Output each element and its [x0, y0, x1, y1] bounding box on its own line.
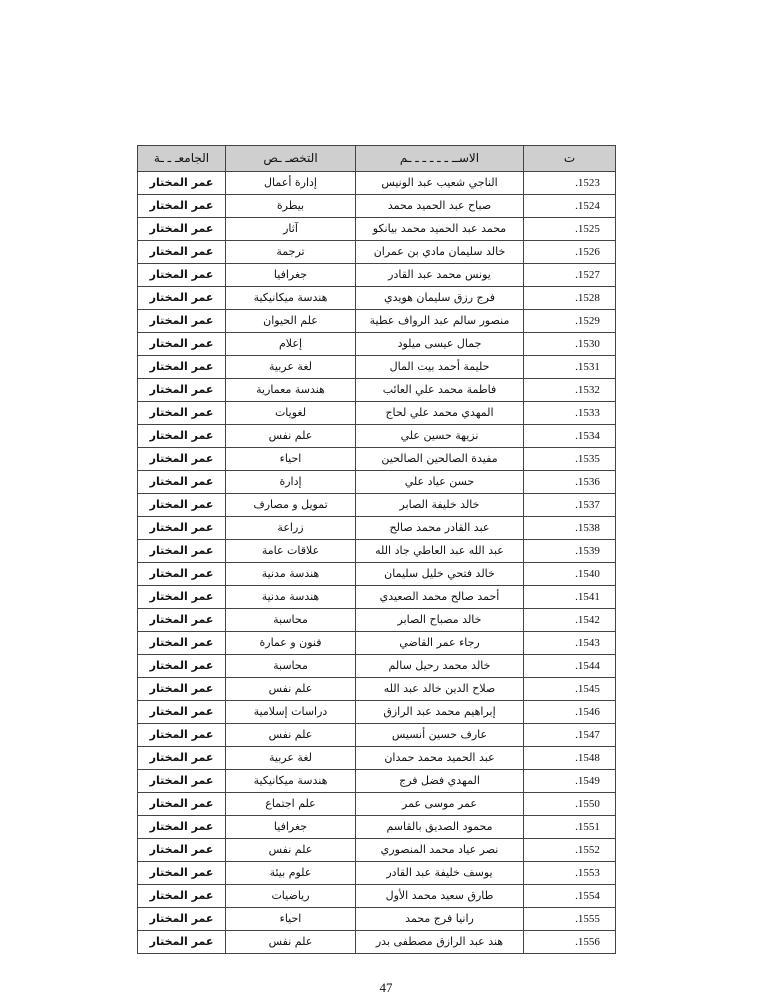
row-number: .1542: [524, 609, 616, 632]
row-university: عمر المختار: [138, 241, 226, 264]
row-number: .1548: [524, 747, 616, 770]
row-number: .1550: [524, 793, 616, 816]
row-university: عمر المختار: [138, 218, 226, 241]
row-university: عمر المختار: [138, 931, 226, 954]
row-name: فرج رزق سليمان هويدي: [356, 287, 524, 310]
table-row: [138, 862, 616, 885]
row-name: رانيا فرج محمد: [356, 908, 524, 931]
row-specialization: هندسة ميكانيكية: [226, 770, 356, 793]
row-specialization: علم نفس: [226, 724, 356, 747]
table-row: [138, 402, 616, 425]
row-number: .1534: [524, 425, 616, 448]
row-name: خالد سليمان مادي بن عمران: [356, 241, 524, 264]
table-row: [138, 494, 616, 517]
row-number: .1526: [524, 241, 616, 264]
row-specialization: جغرافيا: [226, 816, 356, 839]
table-row: [138, 241, 616, 264]
row-university: عمر المختار: [138, 425, 226, 448]
row-university: عمر المختار: [138, 747, 226, 770]
row-specialization: إعلام: [226, 333, 356, 356]
row-university: عمر المختار: [138, 448, 226, 471]
row-specialization: إدارة: [226, 471, 356, 494]
row-name: حسن عياد علي: [356, 471, 524, 494]
row-specialization: زراعة: [226, 517, 356, 540]
table-row: [138, 540, 616, 563]
row-number: .1551: [524, 816, 616, 839]
records-table: [137, 145, 616, 954]
table-row: [138, 816, 616, 839]
row-specialization: لغة عربية: [226, 356, 356, 379]
row-specialization: علوم بيئة: [226, 862, 356, 885]
row-name: مفيدة الصالحين الصالحين: [356, 448, 524, 471]
row-university: عمر المختار: [138, 724, 226, 747]
row-specialization: رياضيات: [226, 885, 356, 908]
table-row: [138, 724, 616, 747]
header-name: الاســ ـ ـ ـ ـ ـ ـم: [356, 146, 524, 172]
row-specialization: علم نفس: [226, 839, 356, 862]
row-specialization: لغويات: [226, 402, 356, 425]
row-university: عمر المختار: [138, 793, 226, 816]
row-university: عمر المختار: [138, 494, 226, 517]
row-specialization: لغة عربية: [226, 747, 356, 770]
row-specialization: علم نفس: [226, 931, 356, 954]
row-specialization: إدارة أعمال: [226, 172, 356, 195]
page-number: 47: [379, 980, 393, 995]
row-name: محمد عبد الحميد محمد بيانكو: [356, 218, 524, 241]
row-name: خالد محمد رحيل سالم: [356, 655, 524, 678]
row-university: عمر المختار: [138, 632, 226, 655]
row-university: عمر المختار: [138, 517, 226, 540]
row-number: .1556: [524, 931, 616, 954]
row-specialization: ترجمة: [226, 241, 356, 264]
row-university: عمر المختار: [138, 172, 226, 195]
row-number: .1553: [524, 862, 616, 885]
row-name: خالد مصباح الصابر: [356, 609, 524, 632]
row-name: عبد القادر محمد صالح: [356, 517, 524, 540]
table-row: [138, 586, 616, 609]
row-specialization: احياء: [226, 448, 356, 471]
table-row: [138, 793, 616, 816]
row-university: عمر المختار: [138, 540, 226, 563]
row-number: .1541: [524, 586, 616, 609]
table-row: [138, 609, 616, 632]
row-number: .1547: [524, 724, 616, 747]
row-university: عمر المختار: [138, 586, 226, 609]
row-number: .1523: [524, 172, 616, 195]
row-number: .1543: [524, 632, 616, 655]
row-number: .1527: [524, 264, 616, 287]
row-specialization: محاسبة: [226, 609, 356, 632]
table-row: [138, 839, 616, 862]
table-row: [138, 701, 616, 724]
row-specialization: علم نفس: [226, 425, 356, 448]
table-row: [138, 747, 616, 770]
row-name: خالد فتحي خليل سليمان: [356, 563, 524, 586]
row-number: .1545: [524, 678, 616, 701]
row-name: محمود الصديق بالقاسم: [356, 816, 524, 839]
table-row: [138, 471, 616, 494]
row-university: عمر المختار: [138, 609, 226, 632]
row-name: حليمة أحمد بيت المال: [356, 356, 524, 379]
row-name: المهدي محمد علي لحاج: [356, 402, 524, 425]
table-row: [138, 885, 616, 908]
row-university: عمر المختار: [138, 908, 226, 931]
row-specialization: بيطرة: [226, 195, 356, 218]
row-university: عمر المختار: [138, 678, 226, 701]
row-university: عمر المختار: [138, 862, 226, 885]
table-row: [138, 563, 616, 586]
table-row: [138, 195, 616, 218]
row-number: .1528: [524, 287, 616, 310]
row-name: إبراهيم محمد عبد الرازق: [356, 701, 524, 724]
table-row: [138, 931, 616, 954]
row-university: عمر المختار: [138, 402, 226, 425]
table-row: [138, 908, 616, 931]
row-number: .1555: [524, 908, 616, 931]
table-body: [138, 172, 616, 954]
row-name: طارق سعيد محمد الأول: [356, 885, 524, 908]
table-row: [138, 356, 616, 379]
table-row: [138, 655, 616, 678]
row-name: نصر عياد محمد المنصوري: [356, 839, 524, 862]
row-name: صلاح الدين خالد عبد الله: [356, 678, 524, 701]
row-university: عمر المختار: [138, 356, 226, 379]
row-number: .1537: [524, 494, 616, 517]
header-specialization: التخصـ ـص: [226, 146, 356, 172]
row-university: عمر المختار: [138, 839, 226, 862]
row-number: .1532: [524, 379, 616, 402]
row-university: عمر المختار: [138, 885, 226, 908]
row-specialization: دراسات إسلامية: [226, 701, 356, 724]
table-row: [138, 172, 616, 195]
row-name: هند عبد الرازق مصطفى بدر: [356, 931, 524, 954]
row-name: رجاء عمر القاضي: [356, 632, 524, 655]
row-university: عمر المختار: [138, 287, 226, 310]
header-number: ت: [524, 146, 616, 172]
row-university: عمر المختار: [138, 701, 226, 724]
table-row: [138, 310, 616, 333]
table-header-row: [138, 146, 616, 172]
row-name: عبد الحميد محمد حمدان: [356, 747, 524, 770]
row-number: .1552: [524, 839, 616, 862]
row-number: .1530: [524, 333, 616, 356]
row-specialization: احياء: [226, 908, 356, 931]
row-name: صباح عبد الحميد محمد: [356, 195, 524, 218]
row-number: .1529: [524, 310, 616, 333]
row-university: عمر المختار: [138, 816, 226, 839]
row-name: المهدي فضل فرج: [356, 770, 524, 793]
row-name: الناجي شعيب عبد الونيس: [356, 172, 524, 195]
table-row: [138, 678, 616, 701]
row-specialization: هندسة مدنية: [226, 586, 356, 609]
row-number: .1533: [524, 402, 616, 425]
row-number: .1539: [524, 540, 616, 563]
table-row: [138, 632, 616, 655]
row-number: .1544: [524, 655, 616, 678]
row-name: عارف حسين أنسيس: [356, 724, 524, 747]
header-university: الجامعـ ـ ـة: [138, 146, 226, 172]
row-name: جمال عيسى ميلود: [356, 333, 524, 356]
table-row: [138, 770, 616, 793]
row-number: .1540: [524, 563, 616, 586]
row-name: خالد خليفة الصابر: [356, 494, 524, 517]
row-number: .1538: [524, 517, 616, 540]
row-specialization: علاقات عامة: [226, 540, 356, 563]
row-university: عمر المختار: [138, 563, 226, 586]
row-specialization: آثار: [226, 218, 356, 241]
row-name: عبد الله عبد العاطي جاد الله: [356, 540, 524, 563]
row-number: .1549: [524, 770, 616, 793]
row-specialization: علم الحيوان: [226, 310, 356, 333]
row-university: عمر المختار: [138, 333, 226, 356]
row-specialization: هندسة ميكانيكية: [226, 287, 356, 310]
row-specialization: جغرافيا: [226, 264, 356, 287]
row-name: عمر موسى عمر: [356, 793, 524, 816]
table-row: [138, 425, 616, 448]
row-number: .1546: [524, 701, 616, 724]
row-name: فاطمة محمد علي العائب: [356, 379, 524, 402]
table-row: [138, 448, 616, 471]
table-row: [138, 333, 616, 356]
table-row: [138, 379, 616, 402]
row-university: عمر المختار: [138, 310, 226, 333]
row-number: .1531: [524, 356, 616, 379]
row-name: يونس محمد عبد القادر: [356, 264, 524, 287]
row-number: .1535: [524, 448, 616, 471]
row-university: عمر المختار: [138, 264, 226, 287]
row-specialization: محاسبة: [226, 655, 356, 678]
row-university: عمر المختار: [138, 770, 226, 793]
row-specialization: هندسة معمارية: [226, 379, 356, 402]
row-specialization: علم نفس: [226, 678, 356, 701]
row-number: .1536: [524, 471, 616, 494]
row-university: عمر المختار: [138, 195, 226, 218]
row-university: عمر المختار: [138, 471, 226, 494]
row-number: .1524: [524, 195, 616, 218]
row-name: يوسف خليفة عبد القادر: [356, 862, 524, 885]
row-university: عمر المختار: [138, 379, 226, 402]
row-specialization: فنون و عمارة: [226, 632, 356, 655]
row-specialization: علم اجتماع: [226, 793, 356, 816]
row-specialization: تمويل و مصارف: [226, 494, 356, 517]
row-name: نزيهة حسين علي: [356, 425, 524, 448]
row-university: عمر المختار: [138, 655, 226, 678]
table-row: [138, 264, 616, 287]
table-row: [138, 218, 616, 241]
row-number: .1554: [524, 885, 616, 908]
row-name: منصور سالم عبد الرواف عطية: [356, 310, 524, 333]
row-name: أحمد صالح محمد الصعيدي: [356, 586, 524, 609]
table-row: [138, 517, 616, 540]
table-row: [138, 287, 616, 310]
row-specialization: هندسة مدنية: [226, 563, 356, 586]
row-number: .1525: [524, 218, 616, 241]
